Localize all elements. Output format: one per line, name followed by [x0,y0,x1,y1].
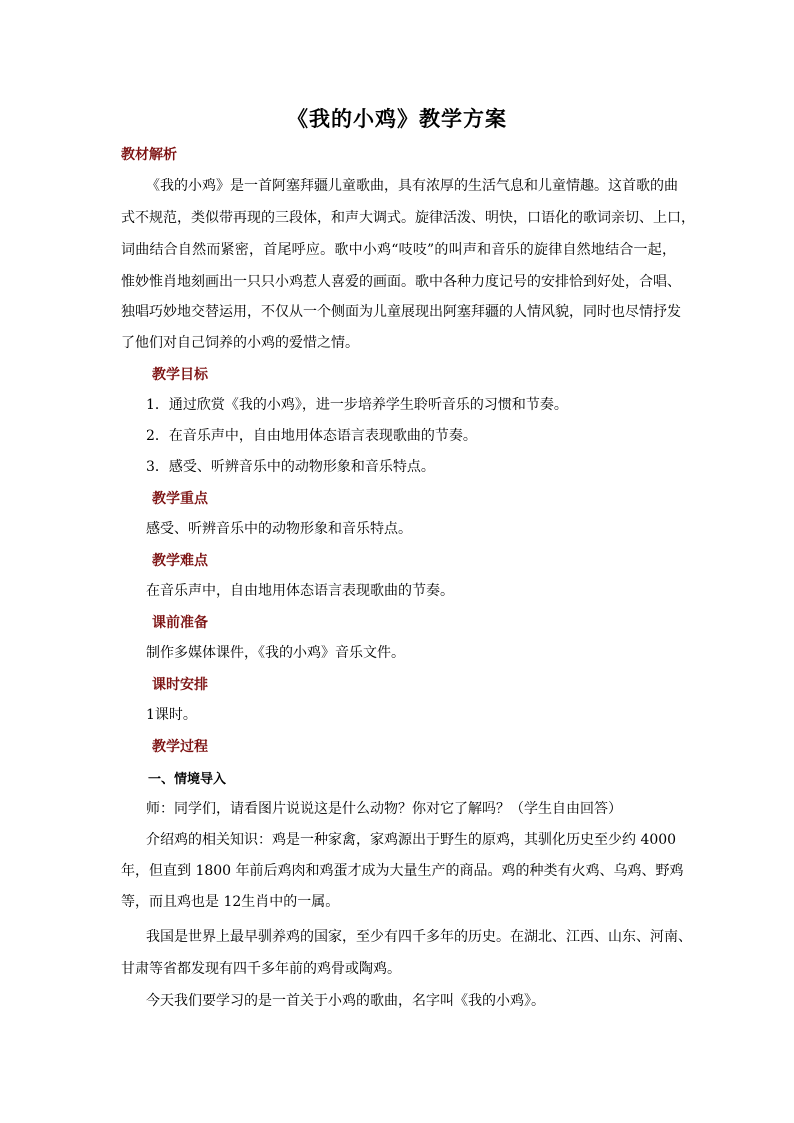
section-heading-goals: 教学目标 [152,367,208,383]
analysis-line: 了他们对自己饲养的小鸡的爱惜之情。 [121,335,359,351]
schedule-text: 1课时。 [146,707,197,723]
intro-line: 等，而且鸡也是 12生肖中的一属。 [121,894,340,910]
goal-item: 2．在音乐声中，自由地用体态语言表现歌曲的节奏。 [146,428,477,444]
section-heading-key-point: 教学重点 [152,491,208,507]
step-heading-intro: 一、情境导入 [148,772,227,787]
goal-item: 1．通过欣赏《我的小鸡》，进一步培养学生聆听音乐的习惯和节奏。 [146,397,568,413]
intro-line: 年，但直到 1800 年前后鸡肉和鸡蛋才成为大量生产的商品。鸡的种类有火鸡、乌鸡、野鸡 [121,863,684,879]
history-line: 甘肃等省都发现有四千多年前的鸡骨或陶鸡。 [121,961,401,977]
goal-item: 3．感受、听辨音乐中的动物形象和音乐特点。 [146,459,435,475]
analysis-line: 《我的小鸡》是一首阿塞拜疆儿童歌曲，具有浓厚的生活气息和儿童情趣。这首歌的曲 [146,178,678,194]
section-heading-process: 教学过程 [152,739,208,755]
analysis-line: 词曲结合自然而紧密，首尾呼应。歌中小鸡“吱吱”的叫声和音乐的旋律自然地结合一起， [121,242,676,258]
section-heading-analysis: 教材解析 [121,147,177,163]
section-heading-difficulty: 教学难点 [152,553,208,569]
teacher-line: 师：同学们，请看图片说说这是什么动物？你对它了解吗？（学生自由回答） [146,801,622,817]
intro-line: 介绍鸡的相关知识：鸡是一种家禽，家鸡源出于野生的原鸡，其驯化历史至少约 4000 [146,832,677,848]
page-title: 《我的小鸡》教学方案 [287,106,507,131]
section-heading-schedule: 课时安排 [152,677,208,693]
analysis-line: 式不规范，类似带再现的三段体，和声大调式。旋律活泼、明快，口语化的歌词亲切、上口， [121,210,695,226]
closing-line: 今天我们要学习的是一首关于小鸡的歌曲，名字叫《我的小鸡》。 [146,993,545,1009]
history-line: 我国是世界上最早驯养鸡的国家，至少有四千多年的历史。在湖北、江西、山东、河南、 [146,929,692,945]
analysis-line: 独唱巧妙地交替运用，不仅从一个侧面为儿童展现出阿塞拜疆的人情风貌，同时也尽情抒发 [121,304,681,320]
analysis-line: 惟妙惟肖地刻画出一只只小鸡惹人喜爱的画面。歌中各种力度记号的安排恰到好处，合唱、 [121,274,681,290]
preparation-text: 制作多媒体课件，《我的小鸡》音乐文件。 [146,645,405,661]
key-point-text: 感受、听辨音乐中的动物形象和音乐特点。 [146,521,412,537]
section-heading-preparation: 课前准备 [152,615,208,631]
difficulty-text: 在音乐声中，自由地用体态语言表现歌曲的节奏。 [146,583,454,599]
